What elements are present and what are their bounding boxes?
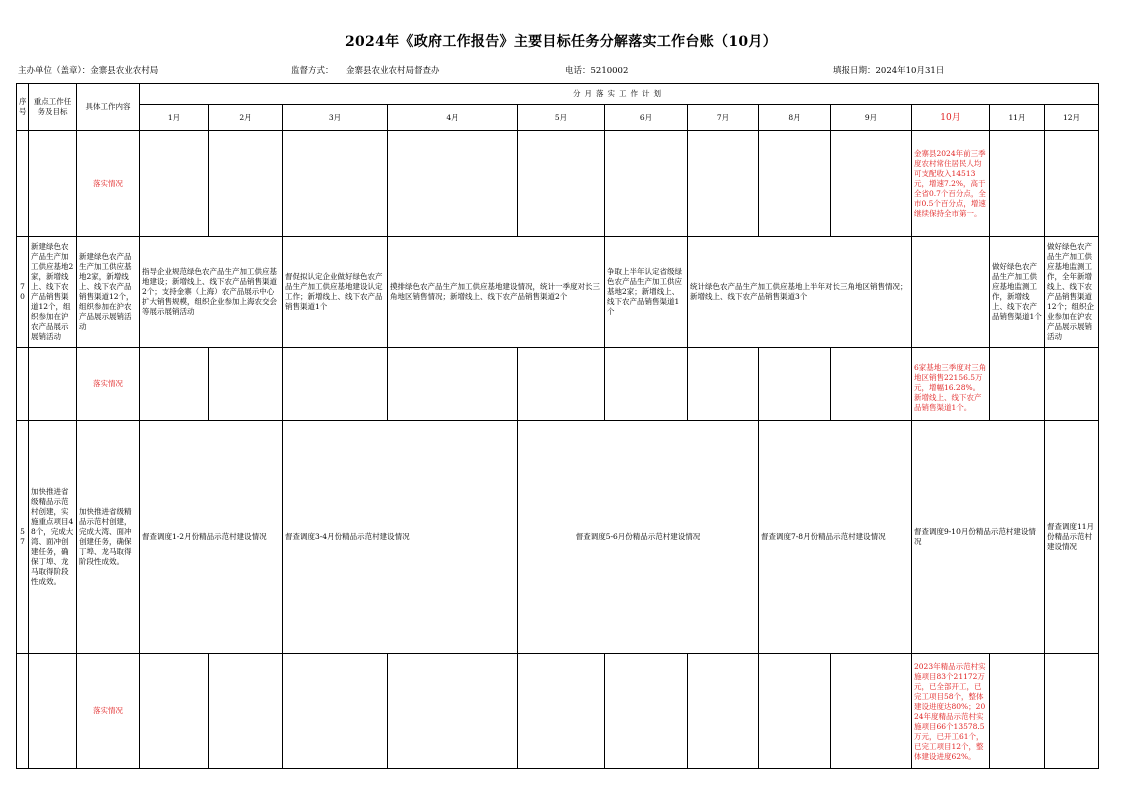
page-title: 2024年《政府工作报告》主要目标任务分解落实工作台账（10月） <box>344 34 778 50</box>
plan-m9-10: 督查调度9-10月份精品示范村建设情况 <box>912 421 1045 654</box>
progress-row-top <box>17 131 1099 237</box>
plan-m11: 做好绿色农产品生产加工供应基地监测工作，新增线上、线下农产品销售渠道1个 <box>990 237 1045 348</box>
month-header: 7月 <box>688 105 759 131</box>
supervision-label: 监督方式： <box>291 66 334 76</box>
host-unit: 主办单位（盖章）：金寨县农业农村局 <box>18 66 159 76</box>
ledger-table <box>16 83 1099 769</box>
plan-m3-4: 督查调度3-4月份精品示范村建设情况 <box>283 421 518 654</box>
supervision-value: 金寨县农业农村局督查办 <box>346 66 440 76</box>
plan-m11: 督查调度11月份精品示范村建设情况 <box>1045 421 1099 654</box>
month-header: 5月 <box>518 105 605 131</box>
header-row-months <box>17 105 1099 131</box>
month-header: 11月 <box>990 105 1045 131</box>
month-header: 12月 <box>1045 105 1099 131</box>
month-header: 6月 <box>605 105 688 131</box>
plan-m1-2: 指导企业规范绿色农产品生产加工供应基地建设；新增线上、线下农产品销售渠道2个；支持金寨（上海）农产品展示中心扩大销售规模，组织企业参加上海农交会等展示展销活动 <box>140 237 283 348</box>
plan-m4-5: 摸排绿色农产品生产加工供应基地建设情况，统计一季度对长三角地区销售情况；新增线上、线下农产品销售渠道2个 <box>388 237 605 348</box>
task-goal: 加快推进省级精品示范村创建，实施重点项目48个，完成大湾、面冲创建任务，确保丁埠、龙马取得阶段性成效。 <box>29 421 77 654</box>
task-content: 新建绿色农产品生产加工供应基地2家，新增线上、线下农产品销售渠道12个，组织参加在沪农产品展示展销活动 <box>77 237 140 348</box>
plan-m7-8: 督查调度7-8月份精品示范村建设情况 <box>759 421 912 654</box>
header-plan: 分月落实工作计划 <box>140 84 1099 105</box>
progress-label: 落实情况 <box>77 654 140 769</box>
plan-m12: 做好绿色农产品生产加工供应基地监测工作，全年新增线上、线下农产品销售渠道12个；组织企业参加在沪农产品展示展销活动 <box>1045 237 1099 348</box>
progress-label: 落实情况 <box>77 131 140 237</box>
plan-m10 <box>912 237 990 348</box>
plan-m7-9: 统计绿色农产品生产加工供应基地上半年对长三角地区销售情况；新增线上、线下农产品销售渠道3个 <box>688 237 912 348</box>
report-date: 填报日期：2024年10月31日 <box>833 66 945 76</box>
oct-progress-villages: 2023年精品示范村实施项目83个21172万元，已全部开工，已完工项目58个，整体建设进度达80%；2024年度精品示范村实施项目66个13578.5万元，已开工61个，已完工项目12个，整体建设进度62%。 <box>912 654 990 769</box>
progress-row-70 <box>17 348 1099 421</box>
header-seq: 序号 <box>17 84 29 131</box>
header-content: 具体工作内容 <box>77 84 140 131</box>
plan-m6: 争取上半年认定省级绿色农产品生产加工供应基地2家；新增线上、线下农产品销售渠道1个 <box>605 237 688 348</box>
month-header: 1月 <box>140 105 209 131</box>
oct-progress-sales: 6家基地三季度对三角地区销售22156.5万元，增幅16.28%。新增线上、线下农产品销售渠道1个。 <box>912 348 990 421</box>
month-header: 9月 <box>831 105 912 131</box>
header-row-plan <box>17 84 1099 105</box>
task-goal: 新建绿色农产品生产加工供应基地2家，新增线上、线下农产品销售渠道12个，组织参加在沪农产品展示展销活动 <box>29 237 77 348</box>
month-header-current: 10月 <box>912 105 990 131</box>
task-row-70 <box>17 237 1099 348</box>
seq-number: 70 <box>17 237 29 348</box>
month-header: 4月 <box>388 105 518 131</box>
month-header: 2月 <box>209 105 283 131</box>
seq-number: 57 <box>17 421 29 654</box>
progress-row-57 <box>17 654 1099 769</box>
progress-label: 落实情况 <box>77 348 140 421</box>
header-task: 重点工作任务及目标 <box>29 84 77 131</box>
task-row-57 <box>17 421 1099 654</box>
oct-progress-income: 金寨县2024年前三季度农村常住居民人均可支配收入14513元，增速7.2%，高于全省0.7个百分点，全市0.5个百分点，增速继续保持全市第一。 <box>912 131 990 237</box>
plan-m1-2: 督查调度1-2月份精品示范村建设情况 <box>140 421 283 654</box>
phone: 电话：5210002 <box>565 66 629 76</box>
month-header: 8月 <box>759 105 831 131</box>
plan-m3: 督促拟认定企业做好绿色农产品生产加工供应基地建设认定工作；新增线上、线下农产品销售渠道1个 <box>283 237 388 348</box>
month-header: 3月 <box>283 105 388 131</box>
task-content: 加快推进省级精品示范村创建，完成大湾、面冲创建任务，确保丁埠、龙马取得阶段性成效。 <box>77 421 140 654</box>
plan-m5-6: 督查调度5-6月份精品示范村建设情况 <box>518 421 759 654</box>
